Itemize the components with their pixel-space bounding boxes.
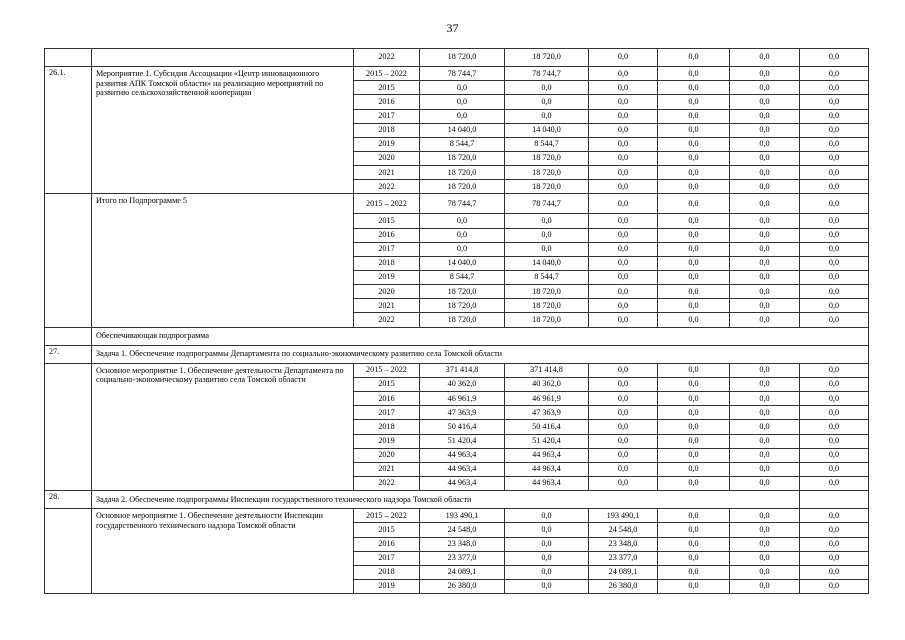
value-cell: 0,0	[658, 551, 730, 565]
value-cell: 0,0	[800, 285, 869, 299]
value-cell: 8 544,7	[420, 270, 505, 284]
value-cell: 0,0	[730, 67, 800, 81]
period-cell: 2015	[354, 214, 420, 228]
period-cell: 2021	[354, 166, 420, 180]
value-cell: 0,0	[589, 137, 658, 151]
value-cell: 0,0	[800, 194, 869, 214]
value-cell: 0,0	[589, 95, 658, 109]
value-cell: 0,0	[505, 523, 589, 537]
value-cell: 0,0	[730, 377, 800, 391]
value-cell: 0,0	[800, 270, 869, 284]
value-cell: 46 961,9	[420, 392, 505, 406]
value-cell: 40 362,0	[420, 377, 505, 391]
value-cell: 0,0	[658, 81, 730, 95]
value-cell: 0,0	[730, 448, 800, 462]
value-cell: 18 720,0	[505, 285, 589, 299]
value-cell: 0,0	[589, 448, 658, 462]
value-cell: 50 416,4	[505, 420, 589, 434]
value-cell: 0,0	[420, 214, 505, 228]
value-cell: 47 363,9	[420, 406, 505, 420]
value-cell: 0,0	[730, 109, 800, 123]
value-cell: 0,0	[589, 214, 658, 228]
period-cell: 2015	[354, 81, 420, 95]
value-cell: 0,0	[589, 109, 658, 123]
value-cell: 0,0	[730, 151, 800, 165]
value-cell: 0,0	[658, 194, 730, 214]
value-cell: 0,0	[589, 49, 658, 67]
value-cell: 0,0	[800, 67, 869, 81]
value-cell: 18 720,0	[420, 180, 505, 194]
value-cell: 0,0	[505, 109, 589, 123]
value-cell: 8 544,7	[505, 137, 589, 151]
value-cell: 40 362,0	[505, 377, 589, 391]
value-cell: 0,0	[730, 509, 800, 523]
value-cell: 0,0	[658, 537, 730, 551]
value-cell: 0,0	[658, 392, 730, 406]
value-cell: 0,0	[658, 242, 730, 256]
value-cell: 14 040,0	[420, 256, 505, 270]
value-cell: 0,0	[800, 313, 869, 327]
measure-name	[92, 49, 354, 67]
value-cell: 0,0	[589, 476, 658, 490]
measure-name: Основное мероприятие 1. Обеспечение деятельности Инспекции государственного технического надзора Томской области	[92, 509, 354, 594]
value-cell: 0,0	[589, 67, 658, 81]
value-cell: 14 040,0	[505, 256, 589, 270]
value-cell: 193 490,1	[420, 509, 505, 523]
value-cell: 0,0	[589, 313, 658, 327]
value-cell: 18 720,0	[420, 49, 505, 67]
value-cell: 0,0	[800, 166, 869, 180]
value-cell: 0,0	[800, 434, 869, 448]
value-cell: 0,0	[730, 313, 800, 327]
period-cell: 2019	[354, 434, 420, 448]
row-number	[45, 327, 92, 345]
value-cell: 0,0	[800, 299, 869, 313]
value-cell: 0,0	[658, 285, 730, 299]
value-cell: 0,0	[420, 242, 505, 256]
value-cell: 0,0	[658, 299, 730, 313]
value-cell: 0,0	[800, 228, 869, 242]
value-cell: 18 720,0	[420, 299, 505, 313]
period-cell: 2016	[354, 537, 420, 551]
value-cell: 0,0	[800, 448, 869, 462]
value-cell: 0,0	[658, 49, 730, 67]
period-cell: 2015 – 2022	[354, 67, 420, 81]
value-cell: 0,0	[730, 406, 800, 420]
value-cell: 0,0	[800, 180, 869, 194]
value-cell: 0,0	[589, 228, 658, 242]
value-cell: 0,0	[730, 476, 800, 490]
period-cell: 2020	[354, 151, 420, 165]
value-cell: 0,0	[800, 551, 869, 565]
period-cell: 2022	[354, 49, 420, 67]
value-cell: 0,0	[589, 194, 658, 214]
value-cell: 0,0	[420, 228, 505, 242]
period-cell: 2021	[354, 462, 420, 476]
period-cell: 2015 – 2022	[354, 194, 420, 214]
value-cell: 0,0	[658, 166, 730, 180]
value-cell: 0,0	[658, 109, 730, 123]
period-cell: 2019	[354, 270, 420, 284]
table-row	[45, 363, 869, 377]
value-cell: 18 720,0	[505, 180, 589, 194]
period-cell: 2015 – 2022	[354, 363, 420, 377]
value-cell: 0,0	[730, 180, 800, 194]
value-cell: 18 720,0	[505, 313, 589, 327]
value-cell: 0,0	[658, 180, 730, 194]
value-cell: 24 089,1	[589, 565, 658, 579]
value-cell: 0,0	[420, 109, 505, 123]
period-cell: 2020	[354, 448, 420, 462]
value-cell: 0,0	[730, 565, 800, 579]
period-cell: 2015	[354, 377, 420, 391]
period-cell: 2020	[354, 285, 420, 299]
value-cell: 0,0	[589, 434, 658, 448]
value-cell: 0,0	[800, 523, 869, 537]
period-cell: 2017	[354, 406, 420, 420]
period-cell: 2015	[354, 523, 420, 537]
period-cell: 2019	[354, 137, 420, 151]
value-cell: 8 544,7	[420, 137, 505, 151]
value-cell: 193 490,1	[589, 509, 658, 523]
value-cell: 0,0	[589, 151, 658, 165]
period-cell: 2018	[354, 256, 420, 270]
value-cell: 0,0	[658, 523, 730, 537]
period-cell: 2017	[354, 109, 420, 123]
value-cell: 50 416,4	[420, 420, 505, 434]
value-cell: 0,0	[589, 285, 658, 299]
value-cell: 23 377,0	[589, 551, 658, 565]
value-cell: 0,0	[420, 81, 505, 95]
value-cell: 0,0	[800, 256, 869, 270]
value-cell: 0,0	[730, 214, 800, 228]
value-cell: 0,0	[730, 420, 800, 434]
value-cell: 0,0	[730, 523, 800, 537]
value-cell: 0,0	[589, 363, 658, 377]
value-cell: 0,0	[730, 242, 800, 256]
value-cell: 0,0	[800, 420, 869, 434]
value-cell: 0,0	[730, 579, 800, 593]
value-cell: 0,0	[589, 406, 658, 420]
value-cell: 23 348,0	[589, 537, 658, 551]
value-cell: 0,0	[658, 462, 730, 476]
value-cell: 0,0	[730, 392, 800, 406]
value-cell: 14 040,0	[420, 123, 505, 137]
value-cell: 0,0	[730, 551, 800, 565]
value-cell: 0,0	[658, 509, 730, 523]
value-cell: 0,0	[589, 377, 658, 391]
value-cell: 0,0	[589, 166, 658, 180]
value-cell: 78 744,7	[505, 194, 589, 214]
value-cell: 0,0	[800, 377, 869, 391]
value-cell: 0,0	[730, 137, 800, 151]
value-cell: 0,0	[800, 462, 869, 476]
value-cell: 0,0	[589, 462, 658, 476]
value-cell: 47 363,9	[505, 406, 589, 420]
value-cell: 26 380,0	[420, 579, 505, 593]
value-cell: 0,0	[658, 270, 730, 284]
period-cell: 2015 – 2022	[354, 509, 420, 523]
value-cell: 18 720,0	[420, 166, 505, 180]
value-cell: 24 548,0	[589, 523, 658, 537]
value-cell: 23 348,0	[420, 537, 505, 551]
value-cell: 0,0	[505, 579, 589, 593]
period-cell: 2018	[354, 420, 420, 434]
value-cell: 14 040,0	[505, 123, 589, 137]
value-cell: 0,0	[589, 420, 658, 434]
value-cell: 0,0	[658, 434, 730, 448]
value-cell: 0,0	[589, 299, 658, 313]
period-cell: 2017	[354, 242, 420, 256]
value-cell: 0,0	[505, 565, 589, 579]
value-cell: 0,0	[800, 392, 869, 406]
value-cell: 0,0	[589, 180, 658, 194]
value-cell: 0,0	[505, 509, 589, 523]
value-cell: 0,0	[730, 434, 800, 448]
value-cell: 0,0	[730, 462, 800, 476]
value-cell: 0,0	[800, 95, 869, 109]
value-cell: 0,0	[658, 95, 730, 109]
value-cell: 0,0	[658, 67, 730, 81]
value-cell: 0,0	[800, 565, 869, 579]
value-cell: 0,0	[800, 137, 869, 151]
value-cell: 18 720,0	[505, 299, 589, 313]
value-cell: 0,0	[589, 242, 658, 256]
value-cell: 44 963,4	[420, 476, 505, 490]
value-cell: 0,0	[730, 256, 800, 270]
value-cell: 51 420,4	[420, 434, 505, 448]
value-cell: 0,0	[589, 270, 658, 284]
table-row	[45, 67, 869, 81]
table-row	[45, 49, 869, 67]
value-cell: 0,0	[800, 476, 869, 490]
value-cell: 78 744,7	[505, 67, 589, 81]
value-cell: 44 963,4	[420, 448, 505, 462]
value-cell: 0,0	[800, 123, 869, 137]
value-cell: 0,0	[505, 551, 589, 565]
period-cell: 2021	[354, 299, 420, 313]
value-cell: 0,0	[730, 81, 800, 95]
value-cell: 44 963,4	[505, 476, 589, 490]
value-cell: 0,0	[658, 476, 730, 490]
table-row	[45, 509, 869, 523]
value-cell: 24 089,1	[420, 565, 505, 579]
value-cell: 0,0	[800, 109, 869, 123]
measure-name: Мероприятие 1. Субсидия Ассоциации «Центр инновационного развития АПК Томской области» на реализацию мероприятий по развитию сельскохозяйственной кооперации	[92, 67, 354, 194]
value-cell: 371 414,8	[505, 363, 589, 377]
period-cell: 2016	[354, 95, 420, 109]
value-cell: 0,0	[505, 228, 589, 242]
value-cell: 0,0	[589, 392, 658, 406]
value-cell: 0,0	[800, 214, 869, 228]
value-cell: 0,0	[730, 285, 800, 299]
value-cell: 44 963,4	[505, 462, 589, 476]
value-cell: 0,0	[505, 242, 589, 256]
value-cell: 0,0	[800, 242, 869, 256]
value-cell: 0,0	[800, 49, 869, 67]
value-cell: 0,0	[730, 299, 800, 313]
value-cell: 44 963,4	[420, 462, 505, 476]
value-cell: 371 414,8	[420, 363, 505, 377]
row-number	[45, 194, 92, 327]
value-cell: 46 961,9	[505, 392, 589, 406]
value-cell: 8 544,7	[505, 270, 589, 284]
value-cell: 0,0	[800, 151, 869, 165]
value-cell: 0,0	[589, 81, 658, 95]
value-cell: 18 720,0	[505, 151, 589, 165]
measure-name: Основное мероприятие 1. Обеспечение деятельности Департамента по социально-экономическому развитию села Томской области	[92, 363, 354, 490]
value-cell: 0,0	[505, 95, 589, 109]
value-cell: 0,0	[730, 194, 800, 214]
value-cell: 0,0	[505, 214, 589, 228]
period-cell: 2022	[354, 313, 420, 327]
value-cell: 0,0	[658, 123, 730, 137]
value-cell: 18 720,0	[505, 166, 589, 180]
period-cell: 2016	[354, 228, 420, 242]
value-cell: 0,0	[589, 256, 658, 270]
row-number	[45, 363, 92, 490]
value-cell: 0,0	[730, 166, 800, 180]
section-heading-row	[45, 345, 869, 363]
value-cell: 78 744,7	[420, 67, 505, 81]
budget-table	[44, 48, 869, 594]
value-cell: 0,0	[420, 95, 505, 109]
value-cell: 23 377,0	[420, 551, 505, 565]
value-cell: 78 744,7	[420, 194, 505, 214]
value-cell: 0,0	[658, 579, 730, 593]
value-cell: 0,0	[505, 537, 589, 551]
value-cell: 18 720,0	[420, 313, 505, 327]
page-number: 37	[446, 21, 459, 35]
period-cell: 2017	[354, 551, 420, 565]
row-number: 27.	[45, 345, 92, 363]
value-cell: 0,0	[658, 214, 730, 228]
period-cell: 2019	[354, 579, 420, 593]
value-cell: 24 548,0	[420, 523, 505, 537]
period-cell: 2022	[354, 180, 420, 194]
table-body	[45, 49, 869, 594]
period-cell: 2016	[354, 392, 420, 406]
section-heading: Задача 2. Обеспечение подпрограммы Инспекции государственного технического надзора Томской области	[92, 491, 800, 509]
value-cell: 18 720,0	[420, 285, 505, 299]
value-cell: 0,0	[658, 377, 730, 391]
value-cell: 0,0	[730, 270, 800, 284]
measure-name: Итого по Подпрограмме 5	[92, 194, 354, 327]
value-cell: 44 963,4	[505, 448, 589, 462]
empty-cell	[800, 491, 869, 509]
value-cell: 0,0	[730, 95, 800, 109]
value-cell: 0,0	[800, 406, 869, 420]
value-cell: 0,0	[589, 123, 658, 137]
period-cell: 2018	[354, 123, 420, 137]
value-cell: 0,0	[658, 565, 730, 579]
value-cell: 0,0	[658, 151, 730, 165]
row-number: 28.	[45, 491, 92, 509]
value-cell: 0,0	[800, 509, 869, 523]
value-cell: 0,0	[658, 406, 730, 420]
section-heading-row	[45, 327, 869, 345]
value-cell: 0,0	[730, 363, 800, 377]
value-cell: 0,0	[658, 228, 730, 242]
value-cell: 0,0	[658, 448, 730, 462]
value-cell: 0,0	[730, 123, 800, 137]
value-cell: 0,0	[505, 81, 589, 95]
value-cell: 0,0	[730, 537, 800, 551]
value-cell: 51 420,4	[505, 434, 589, 448]
value-cell: 26 380,0	[589, 579, 658, 593]
value-cell: 0,0	[658, 256, 730, 270]
row-number	[45, 49, 92, 67]
value-cell: 0,0	[800, 363, 869, 377]
value-cell: 0,0	[800, 81, 869, 95]
value-cell: 0,0	[730, 228, 800, 242]
period-cell: 2018	[354, 565, 420, 579]
value-cell: 0,0	[658, 420, 730, 434]
value-cell: 0,0	[730, 49, 800, 67]
table-row	[45, 194, 869, 214]
value-cell: 0,0	[658, 137, 730, 151]
section-heading-row	[45, 491, 869, 509]
row-number: 26.1.	[45, 67, 92, 194]
section-heading: Задача 1. Обеспечение подпрограммы Департамента по социально-экономическому развитию села Томской области	[92, 345, 869, 363]
value-cell: 18 720,0	[505, 49, 589, 67]
value-cell: 0,0	[800, 537, 869, 551]
section-heading: Обеспечивающая подпрограмма	[92, 327, 869, 345]
value-cell: 0,0	[658, 313, 730, 327]
period-cell: 2022	[354, 476, 420, 490]
value-cell: 18 720,0	[420, 151, 505, 165]
value-cell: 0,0	[800, 579, 869, 593]
row-number	[45, 509, 92, 594]
value-cell: 0,0	[658, 363, 730, 377]
